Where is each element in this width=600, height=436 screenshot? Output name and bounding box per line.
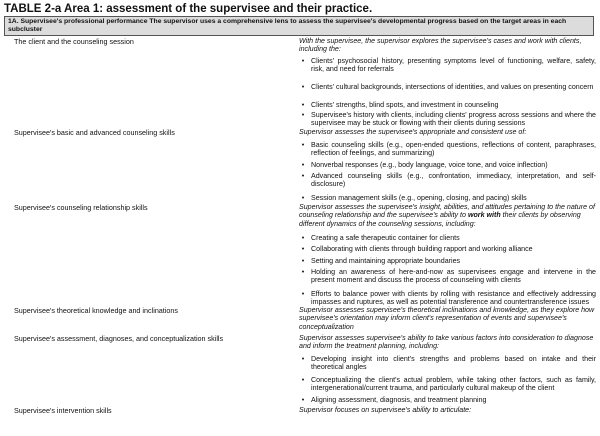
list-item — [299, 355, 596, 372]
list-item — [299, 161, 596, 169]
bullet-icon: • — [301, 234, 305, 242]
row-intro-text: Supervisor assesses the supervisee's insight, abilities, and attitudes pertaining to the nature of counseling relationship and the supervisee's ability to — [299, 203, 595, 220]
row-label: Supervisee's assessment, diagnoses, and conceptualization skills — [14, 334, 224, 343]
list-item — [299, 396, 596, 404]
list-item-text: Nonverbal responses (e.g., body language, voice tone, and voice inflection) — [311, 161, 548, 169]
list-item-text: Clients' psychosocial history, presenting symptoms level of functioning, welfare, safety, risk, and need for referrals — [311, 57, 596, 74]
row-intro: Supervisor assesses supervisee's ability to take various factors into consideration to diagnose and inform the treatment planning, including: — [299, 334, 594, 351]
bullet-icon: • — [301, 161, 305, 169]
list-item-text: Clients' cultural backgrounds, intersections of identities, and values on presenting concern — [311, 83, 594, 91]
list-item-text: Session management skills (e.g., opening, closing, and pacing) skills — [311, 194, 527, 202]
list-item — [299, 111, 596, 128]
list-item — [299, 257, 596, 265]
list-item — [299, 234, 596, 242]
list-item — [299, 194, 596, 202]
list-item-text: Supervisee's history with clients, including clients' progress across sessions and where the supervisee may be stuck or flowing with their clients during sessions — [311, 111, 596, 128]
row-label: Supervisee's basic and advanced counseling skills — [14, 128, 175, 137]
bullet-icon: • — [301, 172, 305, 180]
bullet-icon: • — [301, 268, 305, 276]
row-intro: Supervisor assesses the supervisee's appropriate and consistent use of: — [299, 128, 527, 136]
bullet-icon: • — [301, 290, 305, 298]
bullet-icon: • — [301, 57, 305, 65]
list-item — [299, 101, 596, 109]
row-intro: With the supervisee, the supervisor explores the supervisee's cases and work with clients, including the: — [299, 37, 582, 54]
row-label: Supervisee's intervention skills — [14, 406, 112, 415]
row-label: Supervisee's counseling relationship skills — [14, 203, 148, 212]
list-item — [299, 245, 596, 253]
row-intro: Supervisor focuses on supervisee's ability to articulate: — [299, 406, 472, 414]
list-item — [299, 268, 596, 285]
list-item — [299, 83, 596, 91]
row-label: Supervisee's theoretical knowledge and inclinations — [14, 306, 178, 315]
list-item-text: Conceptualizing the client's actual problem, while taking other factors, such as family, intergenerational/current trauma, and particularly cultural makeup of the client — [311, 376, 596, 393]
bullet-icon: • — [301, 355, 305, 363]
list-item — [299, 376, 596, 393]
subcluster-header: 1A. Supervisee's professional performance The supervisor uses a comprehensive lens to assess the supervisee's developmental progress based on the target areas in each subcluster — [4, 16, 594, 36]
row-intro — [299, 203, 596, 228]
bullet-icon: • — [301, 141, 305, 149]
bullet-icon: • — [301, 194, 305, 202]
list-item-text: Advanced counseling skills (e.g., confrontation, immediacy, interpretation, and self-disclosure) — [311, 172, 596, 189]
list-item-text: Efforts to balance power with clients by rolling with resistance and effectively addressing impasses and ruptures, as well as potential transference and countertransference issues — [311, 290, 596, 307]
list-item-text: Basic counseling skills (e.g., open-ended questions, reflections of content, paraphrases, reflection of feelings, and summarizing) — [311, 141, 596, 158]
list-item — [299, 290, 596, 307]
bullet-icon: • — [301, 257, 305, 265]
bullet-icon: • — [301, 376, 305, 384]
bullet-icon: • — [301, 101, 305, 109]
list-item-text: Aligning assessment, diagnosis, and treatment planning — [311, 396, 487, 404]
list-item — [299, 57, 596, 74]
bullet-icon: • — [301, 83, 305, 91]
row-intro-emphasis: work with — [467, 211, 501, 220]
table-title: TABLE 2-a Area 1: assessment of the supervisee and their practice. — [4, 3, 373, 15]
row-label: The client and the counseling session — [14, 37, 134, 46]
row-intro-text: their clients by observing different dynamics of the counseling sessions, including: — [299, 211, 581, 228]
bullet-icon: • — [301, 111, 305, 119]
list-item — [299, 141, 596, 158]
list-item-text: Clients' strengths, blind spots, and investment in counseling — [311, 101, 499, 109]
list-item-text: Holding an awareness of here-and-now as supervisees engage and intervene in the present moment and discuss the process of counseling with clients — [311, 268, 596, 285]
list-item-text: Collaborating with clients through building rapport and working alliance — [311, 245, 533, 253]
row-intro: Supervisor assesses supervisee's theoretical inclinations and knowledge, as they explore how supervisee's orientation may inform client's representation of events and supervisee's conceptualization — [299, 306, 595, 331]
bullet-icon: • — [301, 396, 305, 404]
list-item — [299, 172, 596, 189]
list-item-text: Developing insight into client's strengths and problems based on intake and their theoretical angles — [311, 355, 596, 372]
list-item-text: Creating a safe therapeutic container for clients — [311, 234, 460, 242]
list-item-text: Setting and maintaining appropriate boundaries — [311, 257, 461, 265]
bullet-icon: • — [301, 245, 305, 253]
